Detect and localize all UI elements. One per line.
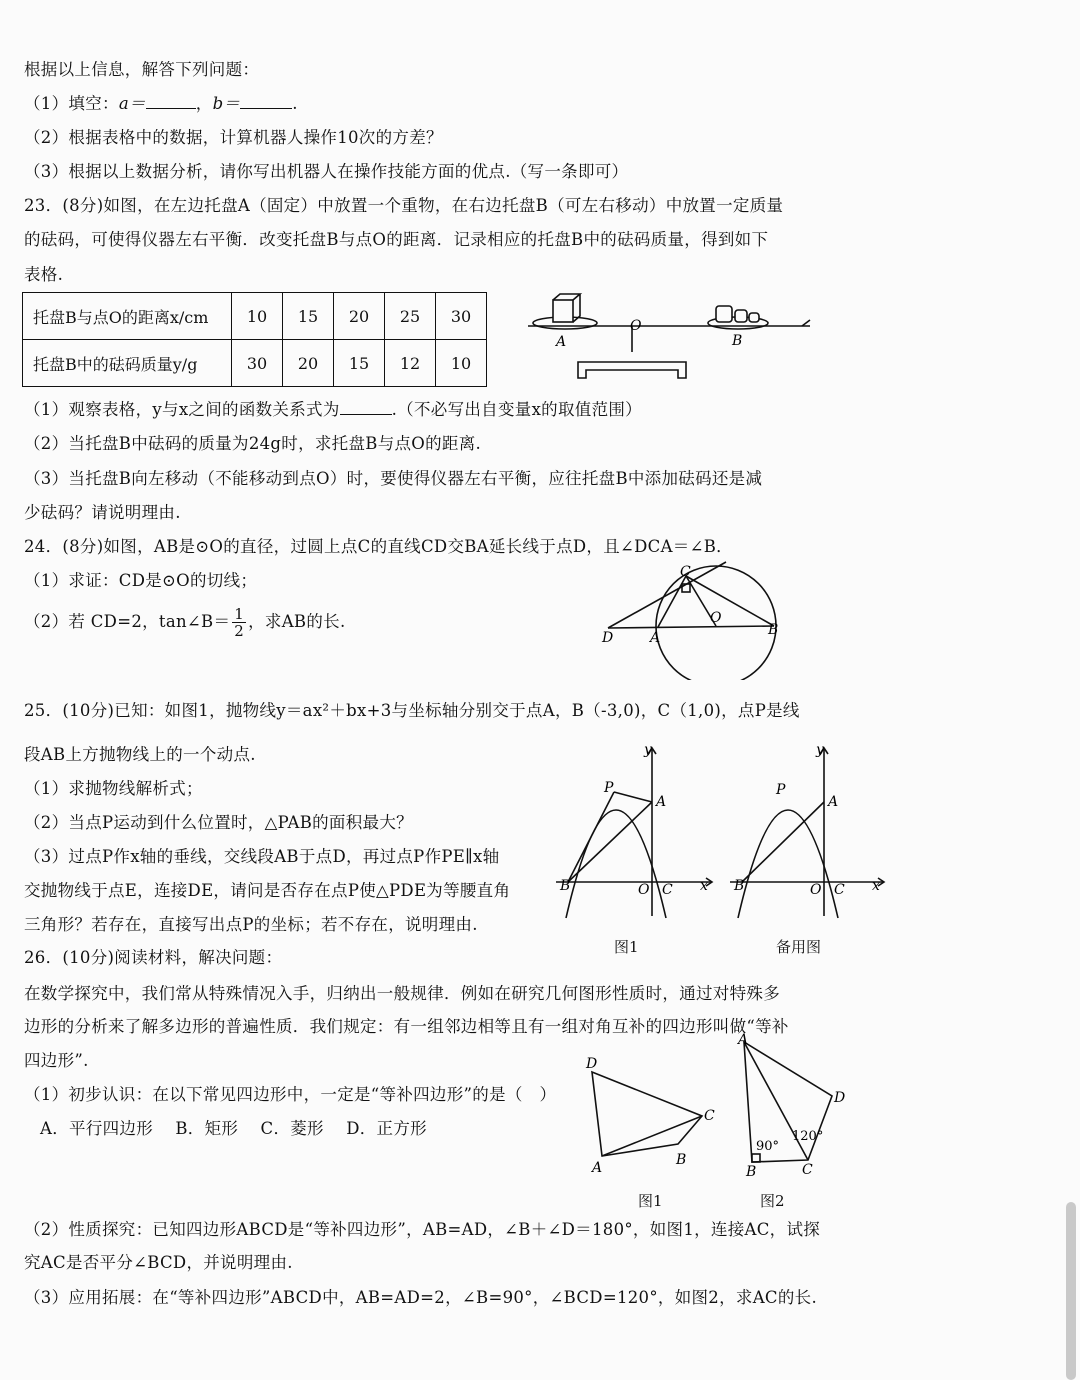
q26-3: （3）应用拓展：在“等补四边形”ABCD中，AB=AD=2，∠B=90°，∠BCD=120°，如图2，求AC的长. — [24, 1288, 817, 1307]
q23-1-prefix: （1）观察表格，y与x之间的函数关系式为 — [24, 400, 340, 419]
table-row1-label: 托盘B与点O的距离x/cm — [23, 293, 232, 340]
quad-figure-1 — [580, 1050, 720, 1180]
p1-label-b: B — [560, 878, 571, 894]
vertical-scrollbar[interactable] — [1066, 1202, 1076, 1380]
q23-table — [22, 292, 487, 387]
table-cell: 15 — [283, 293, 334, 340]
q2-angle-b: 90° — [756, 1139, 780, 1154]
q2-label-c: C — [802, 1162, 813, 1178]
p1-label-p: P — [604, 780, 614, 796]
table-cell: 10 — [436, 340, 487, 387]
balance-label-o: O — [630, 318, 642, 334]
fraction — [232, 606, 246, 639]
q26-p3: 四边形”. — [24, 1051, 89, 1070]
circle-label-d: D — [602, 630, 614, 646]
p2-label-o: O — [810, 882, 822, 898]
quad-figure-2 — [728, 1030, 858, 1180]
q2-caption: 图2 — [760, 1192, 785, 1210]
intro-line: 根据以上信息，解答下列问题： — [24, 60, 260, 79]
balance-label-b: B — [732, 333, 743, 349]
table-cell: 30 — [436, 293, 487, 340]
table-cell: 30 — [232, 340, 283, 387]
q1-label-c: C — [704, 1108, 715, 1124]
q23-1 — [24, 398, 642, 422]
q22-2: （2）根据表格中的数据，计算机器人操作10次的方差？ — [24, 128, 443, 147]
q23-blank[interactable] — [340, 414, 392, 415]
q23-3a: （3）当托盘B向左移动（不能移动到点O）时，要使得仪器左右平衡，应往托盘B中添加砝码还是减 — [24, 469, 763, 488]
q2-label-a: A — [738, 1032, 749, 1048]
balance-label-a: A — [556, 334, 567, 350]
q25-2: （2）当点P运动到什么位置时，△PAB的面积最大？ — [24, 813, 413, 832]
table-row2-label: 托盘B中的砝码质量y/g — [23, 340, 232, 387]
q2-angle-c: 120° — [792, 1129, 824, 1144]
q2-label-d: D — [834, 1090, 846, 1106]
q26-options: A．平行四边形 B．矩形 C．菱形 D．正方形 — [40, 1119, 427, 1138]
table-row — [23, 293, 487, 340]
balance-figure — [520, 290, 820, 390]
q25-3c: 三角形？若存在，直接写出点P的坐标；若不存在，说明理由. — [24, 915, 478, 934]
q26-head: 26．(10分)阅读材料，解决问题： — [24, 948, 283, 967]
table-cell: 20 — [283, 340, 334, 387]
q25-line2: 段AB上方抛物线上的一个动点. — [24, 745, 256, 764]
circle-label-b: B — [768, 622, 779, 638]
q26-1: （1）初步认识：在以下常见四边形中，一定是“等补四边形”的是（ ） — [24, 1085, 557, 1104]
q26-p1: 在数学探究中，我们常从特殊情况入手，归纳出一般规律．例如在研究几何图形性质时，通过对特殊多 — [24, 984, 780, 1003]
parabola-figure-2 — [726, 740, 896, 920]
q23-head: 23．(8分)如图，在左边托盘A（固定）中放置一个重物，在右边托盘B（可左右移动）中放置一定质量 — [24, 196, 784, 215]
q23-line3: 表格. — [24, 265, 64, 284]
q25-head: 25．(10分)已知：如图1，抛物线y＝ax²＋bx+3与坐标轴分别交于点A，B（-3,0)，C（1,0)，点P是线 — [24, 701, 800, 720]
p1-label-o: O — [638, 882, 650, 898]
q22-1-prefix: （1）填空： — [24, 94, 119, 113]
q2-label-b: B — [746, 1164, 757, 1180]
q23-line2: 的砝码，可使得仪器左右平衡．改变托盘B与点O的距离．记录相应的托盘B中的砝码质量，得到如下 — [24, 230, 769, 249]
q1-label-b: B — [676, 1152, 687, 1168]
q22-3: （3）根据以上数据分析，请你写出机器人在操作技能方面的优点.（写一条即可） — [24, 162, 629, 181]
q24-2-prefix: （2）若 CD=2，tan∠B＝ — [24, 612, 231, 631]
p2-label-b: B — [734, 878, 745, 894]
p2-label-p: P — [776, 782, 786, 798]
q23-2: （2）当托盘B中砝码的质量为24g时，求托盘B与点O的距离. — [24, 434, 482, 453]
q1-label-d: D — [586, 1056, 598, 1072]
q24-2-suffix: ，求AB的长. — [248, 612, 346, 631]
q25-3a: （3）过点P作x轴的垂线，交线段AB于点D，再过点P作PE∥x轴 — [24, 847, 500, 866]
q26-2a: （2）性质探究：已知四边形ABCD是“等补四边形”，AB=AD，∠B＋∠D＝180°，如图1，连接AC，试探 — [24, 1220, 821, 1239]
q22-1-b-label: b＝ — [212, 94, 241, 113]
q25-1: （1）求抛物线解析式； — [24, 779, 203, 798]
q22-1-a-label: a＝ — [118, 94, 146, 113]
table-cell: 10 — [232, 293, 283, 340]
q1-label-a: A — [592, 1160, 603, 1176]
p2-label-a: A — [828, 794, 839, 810]
table-cell: 20 — [334, 293, 385, 340]
q22-blank-a[interactable] — [146, 108, 196, 109]
p1-label-c: C — [662, 882, 673, 898]
q23-1-suffix: .（不必写出自变量x的取值范围） — [391, 400, 642, 419]
circle-label-a: A — [650, 630, 661, 646]
q22-1-end: . — [292, 94, 298, 113]
q22-blank-b[interactable] — [240, 108, 292, 109]
table-cell: 15 — [334, 340, 385, 387]
p1-label-a: A — [656, 794, 667, 810]
q26-2b: 究AC是否平分∠BCD，并说明理由. — [24, 1253, 293, 1272]
q22-1-comma: ， — [195, 94, 213, 113]
q1-caption: 图1 — [638, 1192, 663, 1210]
q25-3b: 交抛物线于点E，连接DE，请问是否存在点P使△PDE为等腰直角 — [24, 881, 511, 900]
p2-label-x: x — [872, 878, 880, 894]
circle-label-c: C — [680, 564, 691, 580]
table-row — [23, 340, 487, 387]
q24-head: 24．(8分)如图，AB是⊙O的直径，过圆上点C的直线CD交BA延长线于点D，且∠DCA＝∠B． — [24, 537, 733, 556]
table-cell: 25 — [385, 293, 436, 340]
parabola-figure-1 — [552, 740, 722, 920]
p1-caption: 图1 — [614, 938, 639, 956]
q26-p2: 边形的分析来了解多边形的普遍性质．我们规定：有一组邻边相等且有一组对角互补的四边形叫做“等补 — [24, 1017, 789, 1036]
fraction-numerator: 1 — [234, 605, 245, 623]
p1-label-x: x — [700, 878, 708, 894]
q23-3b: 少砝码？请说明理由. — [24, 503, 181, 522]
circle-label-o: O — [710, 610, 722, 626]
q24-1: （1）求证：CD是⊙O的切线； — [24, 571, 258, 590]
q24-2 — [24, 604, 346, 640]
q22-1 — [24, 92, 298, 116]
p1-label-y: y — [644, 742, 652, 758]
p2-caption: 备用图 — [776, 938, 822, 956]
p2-label-y: y — [816, 742, 824, 758]
p2-label-c: C — [834, 882, 845, 898]
fraction-denominator: 2 — [234, 622, 245, 640]
circle-figure — [596, 560, 796, 680]
table-cell: 12 — [385, 340, 436, 387]
